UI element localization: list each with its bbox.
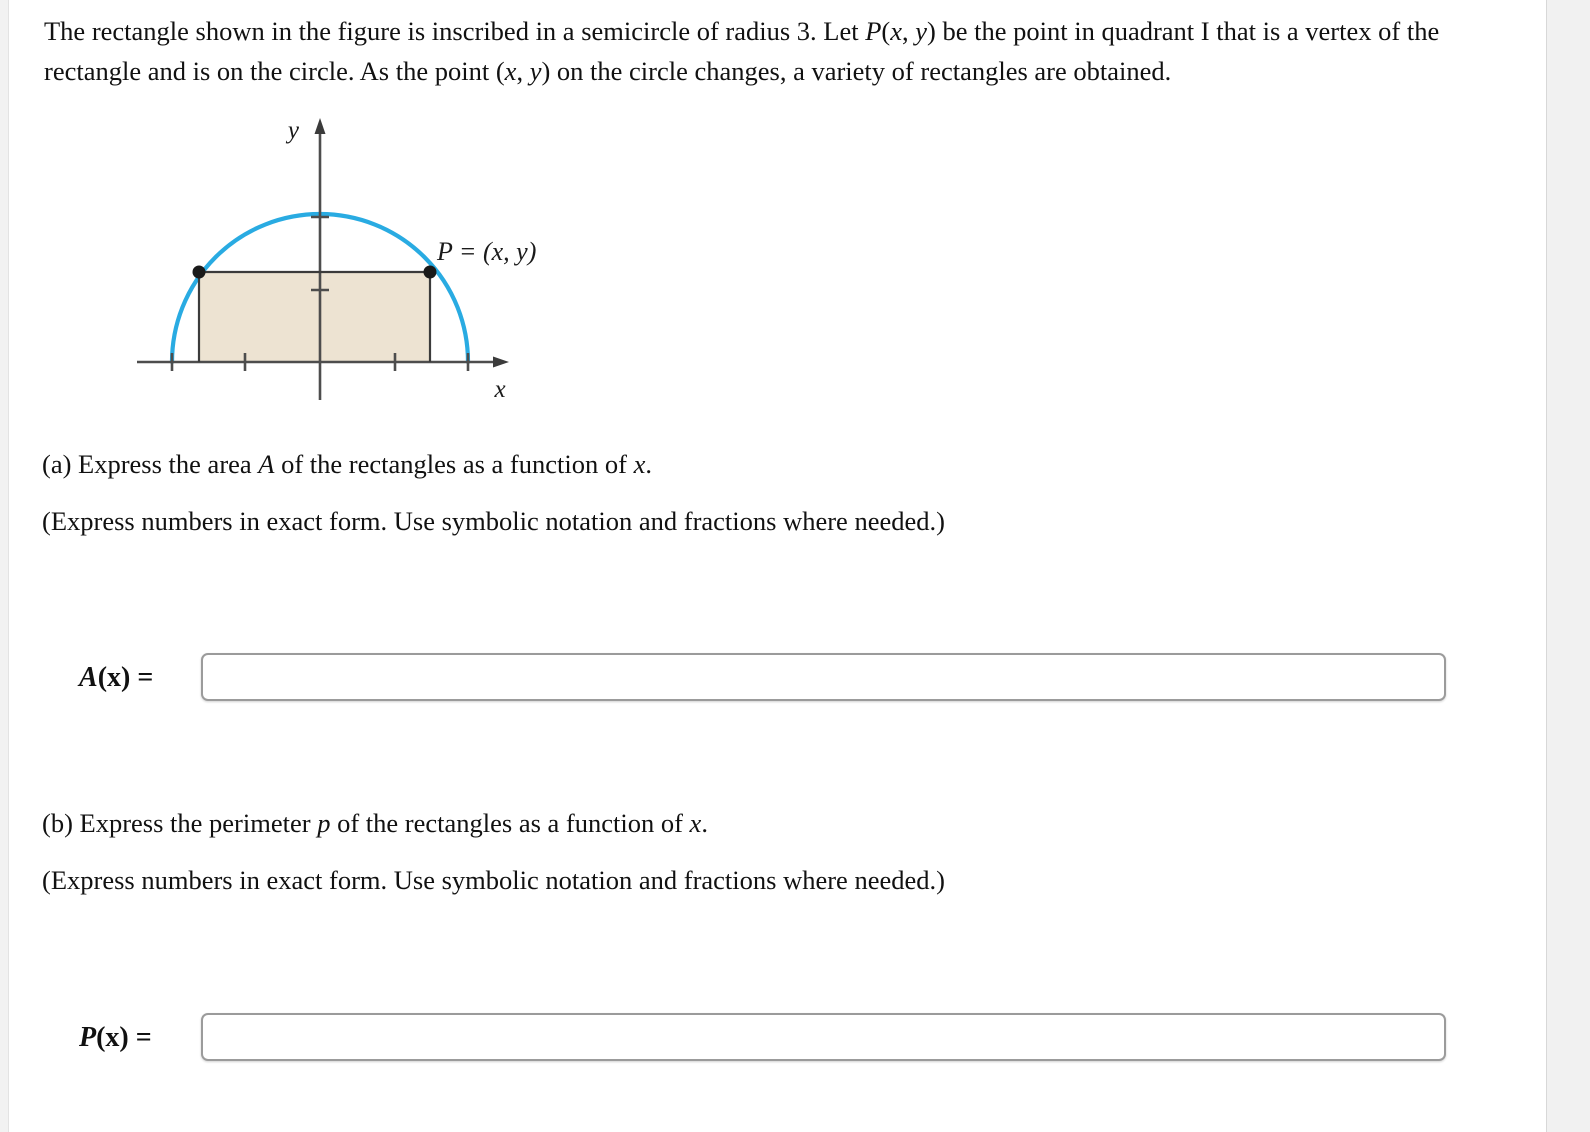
problem-statement: The rectangle shown in the figure is inscribed in a semicircle of radius 3. Let P(x, y) be the point in quadrant I that is a vertex of the rectangle and is on the circle. As the point (x, y) on the circle changes, a variety of rectangles are obtained. [44, 16, 1440, 86]
rectangle-vertex-left-dot [193, 266, 206, 279]
part-b-answer-row [9, 1013, 1546, 1063]
left-page-margin-rail [0, 0, 9, 1132]
part-a-function-arg: (x) [97, 662, 131, 693]
part-a-answer-input[interactable] [201, 653, 1446, 701]
semicircle-rectangle-figure [119, 110, 579, 410]
part-a-equals-sign: = [137, 662, 154, 693]
x-axis-arrowhead [493, 357, 509, 368]
right-page-margin-rail [1546, 0, 1590, 1132]
part-b-function-name: P [79, 1022, 97, 1053]
part-b-question: (b) Express the perimeter p of the rectangles as a function of x. [42, 808, 708, 838]
problem-content-area [9, 0, 1546, 1132]
rectangle-vertex-P-dot [424, 266, 437, 279]
part-a-question: (a) Express the area A of the rectangles as a function of x. [42, 449, 652, 479]
part-b-instruction-note: (Express numbers in exact form. Use symbolic notation and fractions where needed.) [42, 865, 945, 895]
part-b-equals-sign: = [135, 1022, 152, 1053]
figure-svg [119, 110, 579, 410]
part-a-function-name: A [79, 662, 98, 693]
part-b-function-arg: (x) [96, 1022, 129, 1053]
part-a-answer-label [79, 653, 191, 703]
point-P-label: P = (x, y) [437, 237, 537, 266]
part-a-answer-row [9, 653, 1546, 703]
y-axis-label: y [287, 117, 299, 144]
part-b-answer-label [79, 1013, 191, 1063]
x-axis-label: x [494, 376, 506, 403]
part-b-answer-input[interactable] [201, 1013, 1446, 1061]
y-axis-arrowhead [315, 118, 326, 134]
inscribed-rectangle-fill [199, 272, 430, 362]
part-a-instruction-note: (Express numbers in exact form. Use symbolic notation and fractions where needed.) [42, 506, 945, 536]
